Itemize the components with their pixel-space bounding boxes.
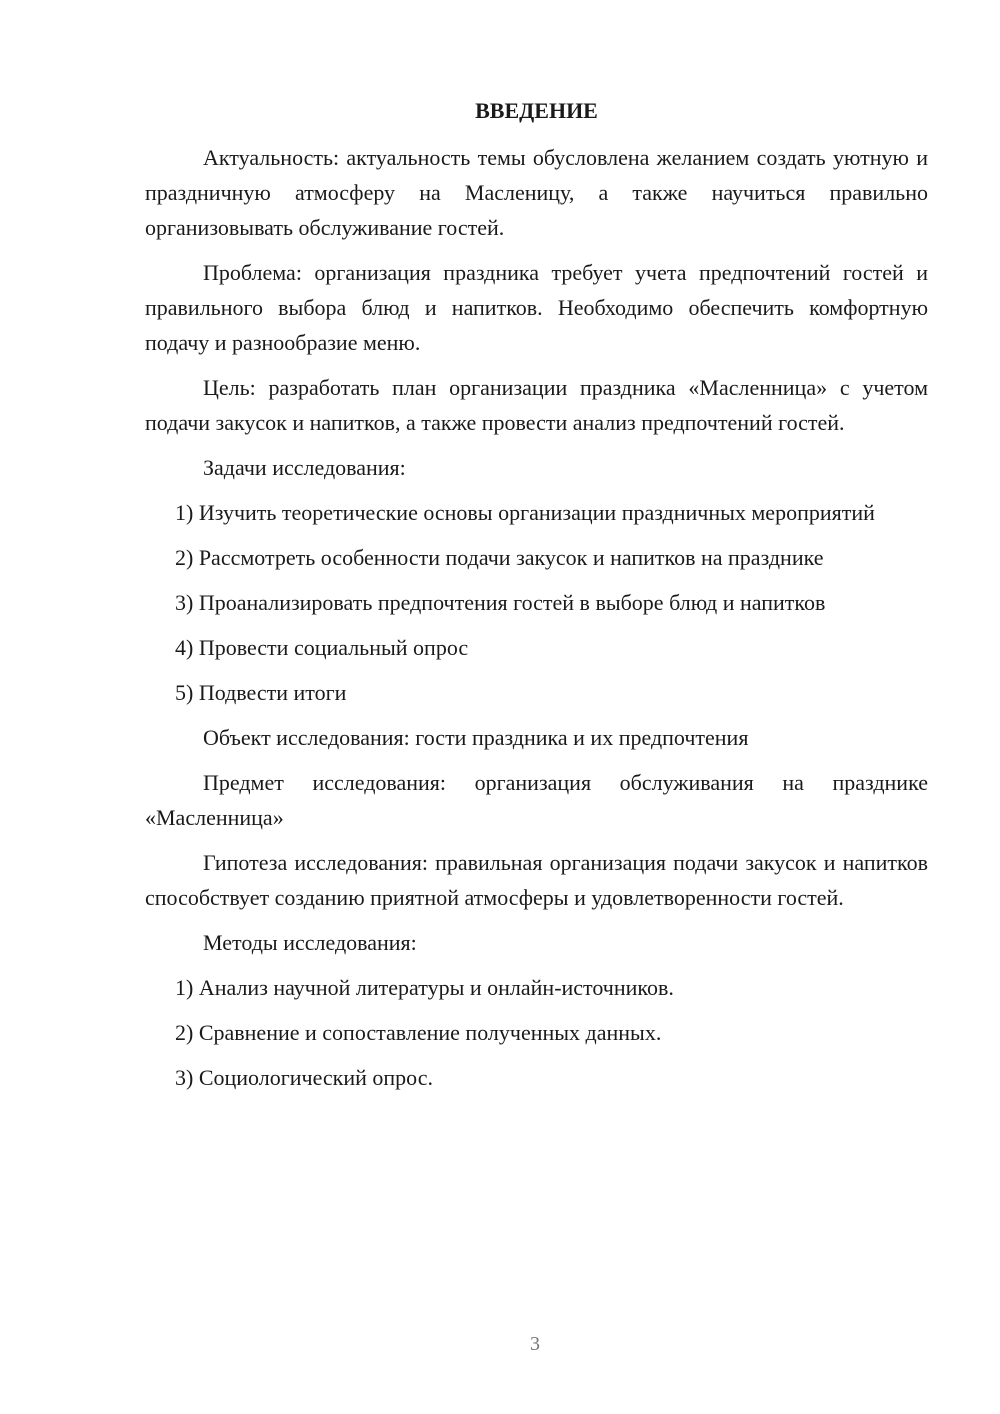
goal-paragraph: Цель: разработать план организации праздника «Масленница» с учетом подачи закусок и напитков, а также провести анализ предпочтений гостей. bbox=[145, 375, 928, 435]
section-title: ВВЕДЕНИЕ bbox=[475, 98, 598, 123]
subject-paragraph: Предмет исследования: организация обслуживания на празднике «Масленница» bbox=[145, 770, 928, 830]
document-page bbox=[145, 96, 928, 1105]
list-item: 5) Подвести итоги bbox=[175, 680, 347, 705]
tasks-heading: Задачи исследования: bbox=[203, 455, 406, 480]
list-item: 3) Социологический опрос. bbox=[175, 1065, 433, 1090]
relevance-paragraph: Актуальность: актуальность темы обусловлена желанием создать уютную и праздничную атмосферу на Масленицу, а также научиться правильно организовывать обслуживание гостей. bbox=[145, 145, 928, 240]
problem-paragraph: Проблема: организация праздника требует учета предпочтений гостей и правильного выбора блюд и напитков. Необходимо обеспечить комфортную подачу и разнообразие меню. bbox=[145, 260, 928, 355]
list-item: 2) Сравнение и сопоставление полученных данных. bbox=[175, 1020, 662, 1045]
list-item: 4) Провести социальный опрос bbox=[175, 635, 469, 660]
list-item: 3) Проанализировать предпочтения гостей в выборе блюд и напитков bbox=[175, 590, 826, 615]
methods-heading: Методы исследования: bbox=[203, 930, 417, 955]
list-item: 1) Изучить теоретические основы организации праздничных мероприятий bbox=[175, 500, 875, 525]
page-number: 3 bbox=[530, 1333, 540, 1355]
list-item: 1) Анализ научной литературы и онлайн-источников. bbox=[175, 975, 674, 1000]
methods-list bbox=[145, 970, 928, 1095]
tasks-list bbox=[145, 495, 928, 710]
list-item: 2) Рассмотреть особенности подачи закусок и напитков на празднике bbox=[175, 545, 824, 570]
hypothesis-paragraph: Гипотеза исследования: правильная организация подачи закусок и напитков способствует созданию приятной атмосферы и удовлетворенности гостей. bbox=[145, 850, 928, 910]
object-paragraph: Объект исследования: гости праздника и их предпочтения bbox=[203, 725, 749, 750]
